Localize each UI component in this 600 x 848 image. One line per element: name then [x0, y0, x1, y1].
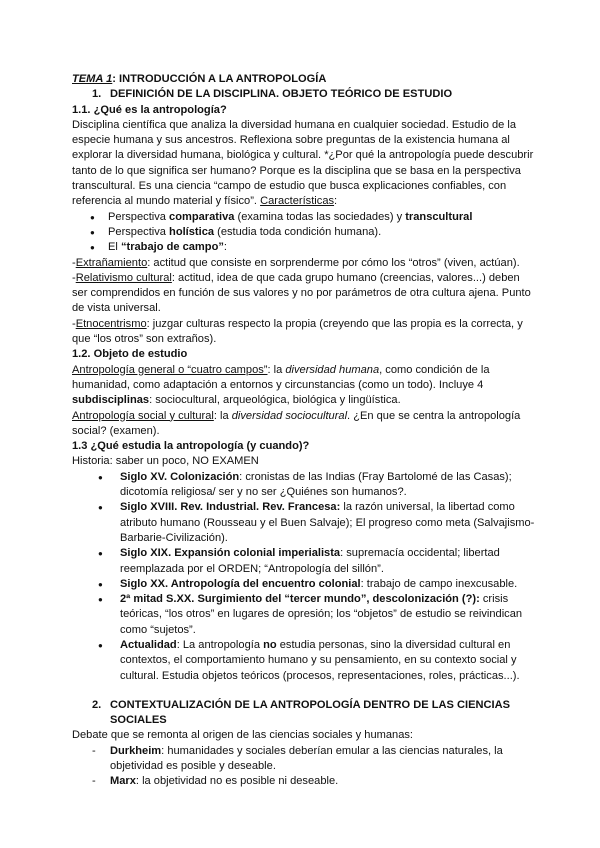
etnocentrismo-paragraph: -Etnocentrismo: juzgar culturas respecto la propia (creyendo que las propia es la correcta, y que “los otros” son extraños). [72, 317, 523, 346]
list-item: ● 2ª mitad S.XX. Surgimiento del “tercer mundo”, descolonización (?): crisis teóricas, “los otros” en lugares de opresión; los “objetos” de estudio se reivindican como “sujetos”. [90, 592, 536, 638]
section-1-3-intro: Historia: saber un poco, NO EXAMEN [72, 455, 259, 468]
section-1-heading: 1. DEFINICIÓN DE LA DISCIPLINA. OBJETO TEÓRICO DE ESTUDIO [92, 88, 453, 101]
list-item: - Durkheim: humanidades y sociales deberían emular a las ciencias naturales, la objetividad es posible y deseable. [90, 744, 536, 775]
list-item: ● El “trabajo de campo”: [90, 240, 536, 255]
list-item: ● Perspectiva comparativa (examina todas las sociedades) y transcultural [90, 210, 536, 225]
history-list [72, 470, 536, 684]
list-item: - Marx: la objetividad no es posible ni deseable. [90, 774, 536, 789]
antropologia-general-paragraph: Antropología general o “cuatro campos”: la diversidad humana, como condición de la humanidad, como adaptación a entornos y circunstancias (como un todo). Incluye 4 subdisciplinas: sociocultural, arqueológica, biológica y lingüística. [72, 363, 490, 407]
section-2-intro: Debate que se remonta al origen de las ciencias sociales y humanas: [72, 729, 414, 742]
list-item: ● Siglo XV. Colonización: cronistas de las Indias (Fray Bartolomé de las Casas); dicotomía religiosa/ ser y no ser ¿Quiénes son humanos?. [90, 470, 536, 501]
debate-list [72, 744, 536, 790]
section-2-heading: 2. CONTEXTUALIZACIÓN DE LA ANTROPOLOGÍA DENTRO DE LAS CIENCIAS SOCIALES [92, 698, 510, 727]
antropologia-social-paragraph: Antropología social y cultural: la diversidad sociocultural. ¿En que se centra la antropología social? (examen). [72, 409, 521, 437]
list-item: ● Actualidad: La antropología no estudia personas, sino la diversidad cultural en contextos, el comportamiento humano y su pensamiento, en su contexto social y cultural. Estudia objetos teóricos (procesos, representaciones, roles, prácticas...). [90, 638, 536, 684]
section-1-1-body: Disciplina científica que analiza la diversidad humana en cualquier sociedad. Estudio de la especie humana y sus ancestros. Reflexiona sobre preguntas de la existencia humana al explorar la diversidad humana, biológica y cultural. *¿Por qué la antropología puede descubrir tanto de lo que significa ser humano? Porque es la disciplina que se basa en la perspectiva transcultural. Es una ciencia “campo de estudio que busca explicaciones confiables, con referencia al mundo material y físico”. Características: [72, 118, 534, 208]
spacer [72, 684, 536, 698]
tema-label: TEMA 1 [72, 73, 113, 85]
document-title: TEMA 1: INTRODUCCIÓN A LA ANTROPOLOGÍA [72, 73, 327, 85]
characteristics-list [72, 210, 536, 256]
section-1-3-heading: 1.3 ¿Qué estudia la antropología (y cuando)? [72, 440, 310, 453]
list-item: ● Siglo XVIII. Rev. Industrial. Rev. Francesa: la razón universal, la libertad como atributo humano (Rousseau y el Buen Salvaje); El progreso como meta (Salvajismo-Barbarie-Civilización). [90, 500, 536, 546]
section-1-1-heading: 1.1. ¿Qué es la antropología? [72, 103, 227, 116]
list-item: ● Siglo XIX. Expansión colonial imperialista: supremacía occidental; libertad reemplazada por el ORDEN; “Antropología del sillón”. [90, 546, 536, 577]
list-item: ● Perspectiva holística (estudia toda condición humana). [90, 225, 536, 240]
extranamiento-paragraph: -Extrañamiento: actitud que consiste en sorprenderme por cómo los “otros” (viven, actúan). [72, 256, 520, 269]
relativismo-paragraph: -Relativismo cultural: actitud, idea de que cada grupo humano (creencias, valores...) deben ser comprendidos en función de sus valores y no por parámetros de otra cultura ajena. Punto de vista universal. [72, 271, 531, 315]
section-1-2-heading: 1.2. Objeto de estudio [72, 348, 188, 361]
list-item: ● Siglo XX. Antropología del encuentro colonial: trabajo de campo inexcusable. [90, 577, 536, 592]
